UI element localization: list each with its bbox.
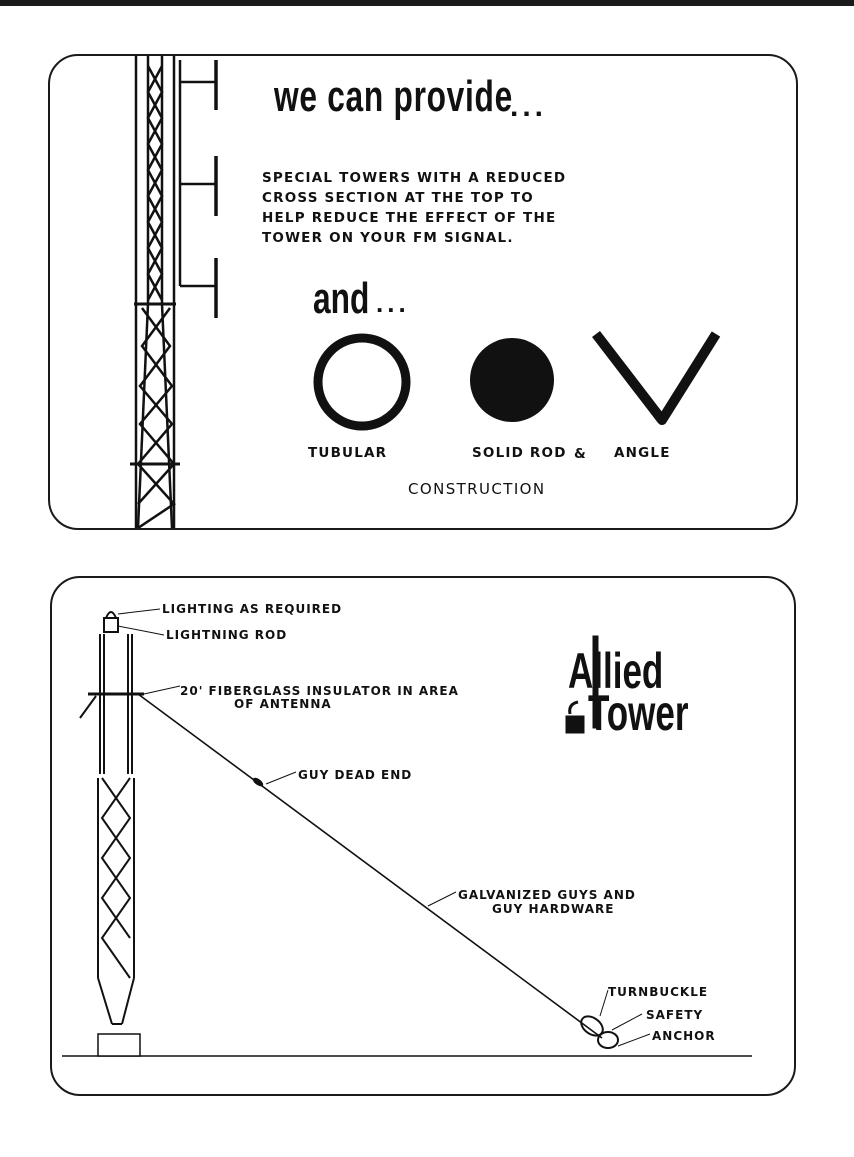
insulator-label-line2: OF ANTENNA xyxy=(234,697,332,711)
and-heading: and xyxy=(313,274,370,323)
solid-rod-shape xyxy=(470,338,554,422)
galvanized-guys-label: GALVANIZED GUYS AND xyxy=(458,888,636,902)
guy-hardware-label: GUY HARDWARE xyxy=(492,902,615,916)
top-panel-artwork xyxy=(50,56,796,528)
lightning-rod-label: LIGHTNING ROD xyxy=(166,628,288,642)
ampersand-label: & xyxy=(574,446,587,462)
angle-label: ANGLE xyxy=(614,445,671,461)
turnbuckle-label: TURNBUCKLE xyxy=(608,985,709,999)
anchor-hardware xyxy=(578,1012,618,1048)
guy-wire xyxy=(138,694,602,1038)
tower-base xyxy=(98,1034,140,1056)
guyed-tower-illustration xyxy=(80,612,144,1024)
page-top-border xyxy=(0,0,854,6)
description-line: TOWER ON YOUR FM SIGNAL. xyxy=(262,230,514,246)
logo-line-allied: Allied xyxy=(568,643,664,699)
description-line: HELP REDUCE THE EFFECT OF THE xyxy=(262,210,557,226)
guy-dead-end-label: GUY DEAD END xyxy=(298,768,413,782)
construction-caption: CONSTRUCTION xyxy=(408,480,546,498)
insulator-label: 20' FIBERGLASS INSULATOR IN AREA xyxy=(180,684,459,698)
lattice-tower-illustration xyxy=(130,56,216,528)
and-ellipsis: ... xyxy=(376,288,410,318)
lighting-label: LIGHTING AS REQUIRED xyxy=(162,602,343,616)
headline-ellipsis: ... xyxy=(510,90,548,123)
special-towers-panel xyxy=(48,54,798,530)
safety-label: SAFETY xyxy=(646,1008,704,1022)
description-line: CROSS SECTION AT THE TOP TO xyxy=(262,190,534,206)
solid-rod-label: SOLID ROD xyxy=(472,445,567,461)
tubular-label: TUBULAR xyxy=(308,445,388,461)
description xyxy=(262,168,567,248)
guyed-tower-panel xyxy=(50,576,796,1096)
logo-line-tower: Tower xyxy=(588,685,689,741)
tubular-shape xyxy=(318,338,406,426)
angle-shape xyxy=(596,334,716,420)
headline: we can provide xyxy=(274,72,513,121)
anchor-label: ANCHOR xyxy=(652,1029,716,1043)
description-line: SPECIAL TOWERS WITH A REDUCED xyxy=(262,170,567,186)
